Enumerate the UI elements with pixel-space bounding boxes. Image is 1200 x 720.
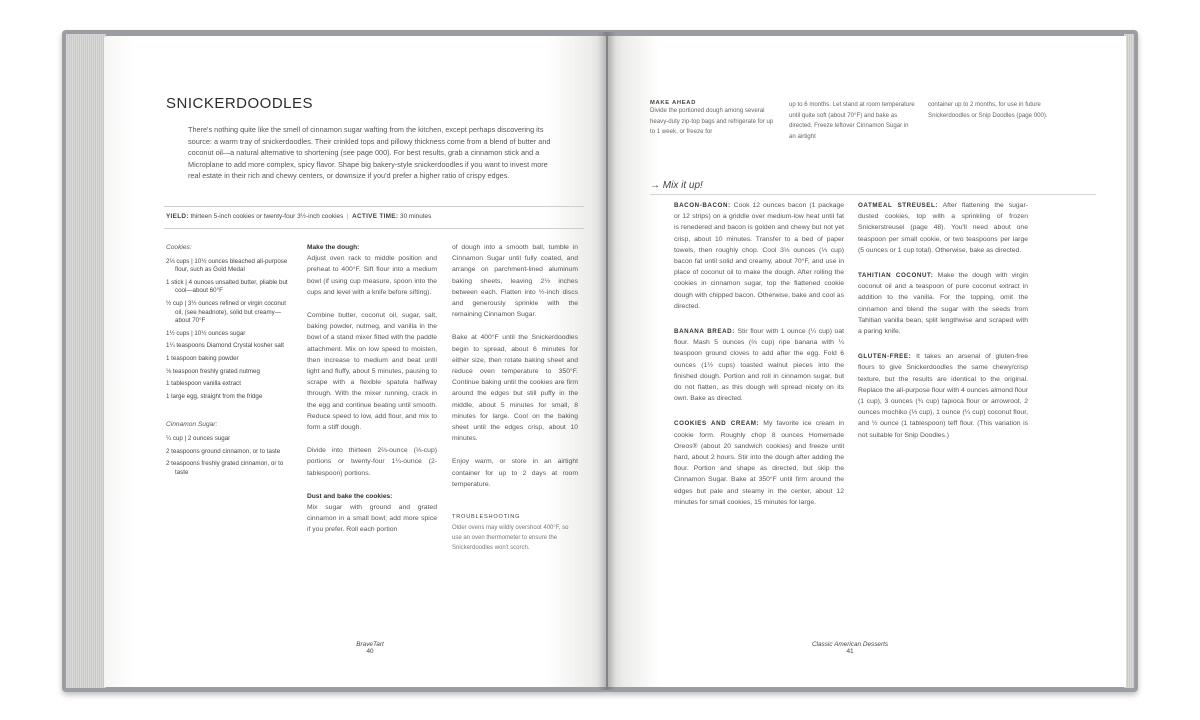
ingredient-item: 1½ cups | 10½ ounces sugar [166,329,246,337]
recipe-title: SNICKERDOODLES [166,95,314,112]
variation-cookies-and-cream: COOKIES AND CREAM: My favorite ice cream in cookie form. Roughly chop 8 ounces Homemade Oreos® (about 20 sandwich cookies) and freeze until hard, about 2 hours. Stir into the dough after adding the flour. Portion and shape as directed, but skip the Cinnamon Sugar. Bake at 350°F until firm around the edges but pale and steamy in the center, about 12 minutes for small cookies, 15 minutes for large. [674,420,844,506]
ingredient-item: ¼ cup | 2 ounces sugar [166,434,231,442]
method-paragraph: of dough into a smooth ball, tumble in Cinnamon Sugar until fully coated, and arrange on parchment-lined aluminum baking sheets, leaving 2½ inches between each. Flatten into ½-inch discs and generously sprinkle with the remaining Cinnamon Sugar. [452,244,578,319]
method-column-1 [307,242,437,548]
cookies-heading: Cookies: [166,244,192,251]
make-ahead-text: Divide the portioned dough among several heavy-duty zip-top bags and refrigerate for up to 1 week, or freeze for [650,107,774,136]
method-paragraph: Mix sugar with ground and grated cinnamon in a small bowl; add more spice if you prefer. Roll each portion [307,504,437,534]
ingredients-column [166,244,292,481]
cinnamon-sugar-heading: Cinnamon Sugar: [166,421,218,429]
mix-it-up-heading: → Mix it up! [650,180,703,191]
make-ahead-column-1 [650,100,780,138]
variation-gluten-free: GLUTEN-FREE: It takes an arsenal of gluten-free flours to give Snickerdoodles the same chewy/crisp texture, but the results are identical to the original. Replace the all-purpose flour with 4 ounces almond flour (1 cup), 3 ounces (¾ cup) tapioca flour or arrowroot, 2 ounces mochiko (⅓ cup), 1 ounce (¼ cup) coconut flour, and ½ ounce (1 tablespoon) teff flour. (This variation is not suitable for Snip Doodles.) [858,353,1029,439]
divider [164,228,584,229]
variations-left-column [674,200,844,522]
variation-banana-bread: BANANA BREAD: Stir flour with 1 ounce (¼ cup) oat flour. Mash 5 ounces (⅔ cup) ripe banana with ¼ teaspoon ground cloves to add after the egg. Fold 6 ounces (1½ cups) toasted walnut pieces into the finished dough. Portion and roll in cinnamon sugar, but do not flatten, as this dough will spread nicely on its own. Bake as directed. [674,328,845,403]
ingredient-item: 2 teaspoons ground cinnamon, or to taste [166,447,281,455]
left-page-edges [66,34,106,688]
ingredient-item: ⅛ teaspoon freshly grated nutmeg [166,367,260,375]
variation-bacon: BACON-BACON: Cook 12 ounces bacon (1 package or 12 strips) on a griddle over medium-low heat until fat is renedered and bacon is golden and chewy but not yet crisp, about 10 minutes. Transfer to a bed of paper towels, then roughly chop. Cool 3⅓ ounces (⅓ cup) bacon fat until solid and creamy, about 70°F, and use in place of coconut oil to make the dough. After rolling the cookies in cinnamon sugar, top the flattened cookie dough with chipped bacon. Otherwise, bake and cool as directed. [674,202,845,310]
yield-line: YIELD: thirteen 5-inch cookies or twenty-four 3½-inch cookies | ACTIVE TIME: 30 minutes [166,213,432,220]
active-time-value: 30 minutes [400,213,432,220]
footer-book-title: BraveTart [356,641,384,648]
ingredient-item: 1¼ teaspoons Diamond Crystal kosher salt [166,342,284,350]
ingredient-item: 1 stick | 4 ounces unsalted butter, pliable but cool—about 60°F [166,278,288,295]
ingredient-item: 1 large egg, straight from the fridge [166,392,263,400]
method-column-2 [452,242,578,553]
right-footer [780,641,920,655]
ingredient-item: 2⅓ cups | 10½ ounces bleached all-purpose flour, such as Gold Medal [166,257,288,274]
ingredient-item: ½ cup | 3½ ounces refined or virgin coconut oil, (see headnote), solid but creamy—about 70°F [166,299,286,325]
divider [164,206,584,207]
yield-value: thirteen 5-inch cookies or twenty-four 3½-inch cookies [190,213,344,220]
page-number: 41 [846,648,854,655]
yield-label: YIELD: [166,213,189,220]
book-gutter [598,32,616,690]
ingredient-item: 1 tablespoon vanilla extract [166,380,241,388]
left-footer [320,641,420,655]
variation-oatmeal-streusel: OATMEAL STREUSEL: After flattening the sugar-dusted cookies, top with a sprinkling of frozen Snickerstreusel (page 48). You'll need about one teaspoon per small cookie, or two teaspoons per large (5 ounces or 1 cup total). Otherwise, bake as directed. [858,202,1028,254]
make-ahead-column-3: container up to 2 months, for use in future Snickerdoodles or Snip Doodles (page 000). [928,101,1048,119]
make-dough-heading: Make the dough: [307,244,360,251]
active-time-label: ACTIVE TIME: [352,213,399,220]
ingredient-item: 2 teaspoons freshly grated cinnamon, or to taste [166,460,284,476]
footer-book-title: Classic American Desserts [811,641,889,648]
method-paragraph: Bake at 400°F until the Snickerdoodles begin to spread, about 6 minutes for either size, then rotate baking sheet and reduce oven temperature to 350°F. Continue baking until the cookies are firm around the edges but still puffy in the middle, about 5 minutes for small, 8 minutes for large. Cool on the baking sheet until the edges crisp, about 10 minutes. [452,334,578,443]
make-ahead-heading: MAKE AHEAD [650,100,697,106]
troubleshooting-text: Older ovens may wildly overshoot 400°F, so use an oven thermometer to ensure the Snickerdoodles won't scorch. [452,525,569,552]
make-ahead-column-2: up to 6 months. Let stand at room temperature until quite soft (about 70°F) and bake as directed. Freeze leftover Cinnamon Sugar in an airtight [789,101,915,140]
page-number: 40 [366,648,374,655]
bake-heading: Dust and bake the cookies: [307,492,393,500]
troubleshooting-heading: TROUBLESHOOTING [452,514,521,521]
method-paragraph: Divide into thirteen 2⅔-ounce (⅓-cup) portions or twenty-four 1¼-ounce (2-tablespoon) portions. [307,447,437,477]
divider [650,194,1096,195]
variation-tahitian-coconut: TAHITIAN COCONUT: Make the dough with virgin coconut oil and a teaspoon of pure coconut extract in addition to the vanilla. For the topping, omit the cinnamon and blend the sugar with the seeds from Tahitian vanilla bean, split lengthwise and scraped with a paring knife. [858,272,1029,336]
method-paragraph: Enjoy warm, or store in an airtight container for up to 2 days at room temperature. [452,458,578,488]
ingredient-item: 1 teaspoon baking powder [166,354,239,362]
variations-right-column [858,200,1028,455]
method-paragraph: Adjust oven rack to middle position and preheat to 400°F. Sift flour into a medium bowl (if using cup measure, spoon into the cups and level with a knife before sifting). [307,255,437,296]
recipe-intro: There's nothing quite like the smell of cinnamon sugar wafting from the kitchen, except perhaps discovering its source: a warm tray of snickerdoodles. Their crinkled tops and pillowy thickness come from a blend of butter and coconut oil—a natural alternative to shortening (see page 000). For best results, grab a cinnamon stick and a Microplane to add more complex, spicy flavor. Shape big bakery-style snickerdoodles if you want to invest more real estate in their rich and chewy centers, or downsize if you'd prefer a higher ratio of crispy edges. [188,125,551,181]
method-paragraph: Combine butter, coconut oil, sugar, salt, baking powder, nutmeg, and vanilla in the bowl of a stand mixer fitted with the paddle attachment. Mix on low speed to moisten, then increase to medium and beat until light and fluffy, about 5 minutes, pausing to scrape with a flexible spatula halfway through. With the mixer running, crack in the egg and continue beating until smooth. Reduce speed to low, add flour, and mix to form a stiff dough. [307,312,437,432]
